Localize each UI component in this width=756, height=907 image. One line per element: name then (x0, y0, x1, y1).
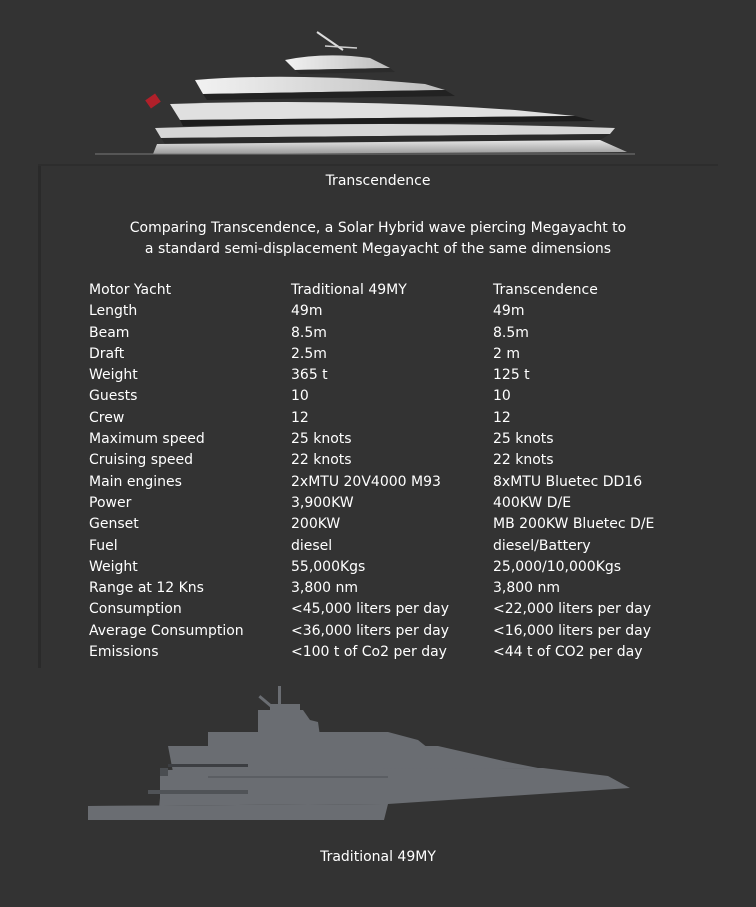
spec-transcendence-value: 22 knots (493, 452, 554, 469)
spec-label: Weight (89, 558, 138, 575)
spec-transcendence-value: 49m (493, 303, 525, 320)
spec-traditional-value: 25 knots (291, 431, 352, 448)
spec-traditional-value: <45,000 liters per day (291, 601, 450, 618)
spec-label: Fuel (89, 537, 118, 554)
spec-transcendence-value: 25 knots (493, 431, 554, 448)
spec-label: Power (89, 494, 132, 511)
spec-row (89, 599, 709, 620)
spec-label: Emissions (89, 644, 159, 661)
panel-top-edge (38, 164, 718, 166)
spec-label: Maximum speed (89, 431, 205, 448)
transcendence-yacht-image (95, 28, 635, 158)
spec-header-row (89, 280, 709, 301)
spec-transcendence-value: 125 t (493, 367, 530, 384)
spec-row (89, 386, 709, 407)
spec-transcendence-value: diesel/Battery (493, 537, 591, 554)
spec-traditional-value: 3,900KW (291, 494, 354, 511)
spec-transcendence-value: <44 t of CO2 per day (493, 644, 643, 661)
spec-row (89, 344, 709, 365)
spec-row (89, 429, 709, 450)
spec-label: Average Consumption (89, 622, 244, 639)
spec-row (89, 493, 709, 514)
spec-transcendence-value: 3,800 nm (493, 580, 561, 597)
spec-row (89, 408, 709, 429)
transcendence-caption: Transcendence (325, 173, 431, 189)
spec-traditional-value: 2xMTU 20V4000 M93 (291, 473, 441, 490)
spec-transcendence-value: 400KW D/E (493, 494, 572, 511)
spec-label: Cruising speed (89, 452, 193, 469)
spec-row (89, 301, 709, 322)
spec-traditional-value: 8.5m (291, 324, 327, 341)
spec-label: Draft (89, 345, 125, 362)
spec-transcendence-value: 2 m (493, 345, 520, 362)
spec-label: Length (89, 303, 138, 320)
comparison-intro (0, 218, 756, 260)
spec-label: Crew (89, 409, 125, 426)
spec-row (89, 450, 709, 471)
spec-row (89, 621, 709, 642)
spec-traditional-value: 49m (291, 303, 323, 320)
spec-label: Main engines (89, 473, 182, 490)
spec-label: Guests (89, 388, 138, 405)
header-traditional: Traditional 49MY (291, 282, 407, 298)
spec-transcendence-value: 12 (493, 409, 511, 426)
spec-transcendence-value: MB 200KW Bluetec D/E (493, 516, 655, 533)
traditional-yacht-image (88, 680, 640, 825)
spec-row (89, 557, 709, 578)
spec-transcendence-value: 8.5m (493, 324, 529, 341)
spec-row (89, 536, 709, 557)
spec-traditional-value: <100 t of Co2 per day (291, 644, 447, 661)
spec-traditional-value: 200KW (291, 516, 341, 533)
spec-row (89, 514, 709, 535)
header-motor-yacht: Motor Yacht (89, 282, 172, 298)
spec-row (89, 578, 709, 599)
spec-label: Consumption (89, 601, 182, 618)
spec-label: Range at 12 Kns (89, 580, 204, 597)
spec-traditional-value: <36,000 liters per day (291, 622, 450, 639)
spec-traditional-value: 2.5m (291, 345, 327, 362)
spec-transcendence-value: <22,000 liters per day (493, 601, 652, 618)
spec-transcendence-value: 10 (493, 388, 511, 405)
spec-traditional-value: 365 t (291, 367, 328, 384)
spec-traditional-value: 12 (291, 409, 309, 426)
spec-row (89, 642, 709, 663)
spec-row (89, 365, 709, 386)
spec-transcendence-value: <16,000 liters per day (493, 622, 652, 639)
header-transcendence: Transcendence (493, 282, 598, 298)
spec-row (89, 472, 709, 493)
spec-traditional-value: 3,800 nm (291, 580, 359, 597)
spec-traditional-value: diesel (291, 537, 333, 554)
spec-transcendence-value: 25,000/10,000Kgs (493, 558, 622, 575)
spec-label: Weight (89, 367, 138, 384)
intro-line-1: Comparing Transcendence, a Solar Hybrid wave piercing Megayacht to (129, 220, 627, 236)
traditional-caption: Traditional 49MY (320, 849, 436, 865)
spec-label: Beam (89, 324, 130, 341)
intro-line-2: a standard semi-displacement Megayacht of the same dimensions (144, 241, 612, 257)
spec-traditional-value: 10 (291, 388, 309, 405)
spec-comparison-table (89, 280, 709, 663)
spec-label: Genset (89, 516, 139, 533)
spec-transcendence-value: 8xMTU Bluetec DD16 (493, 473, 643, 490)
spec-traditional-value: 22 knots (291, 452, 352, 469)
spec-traditional-value: 55,000Kgs (291, 558, 366, 575)
spec-row (89, 323, 709, 344)
